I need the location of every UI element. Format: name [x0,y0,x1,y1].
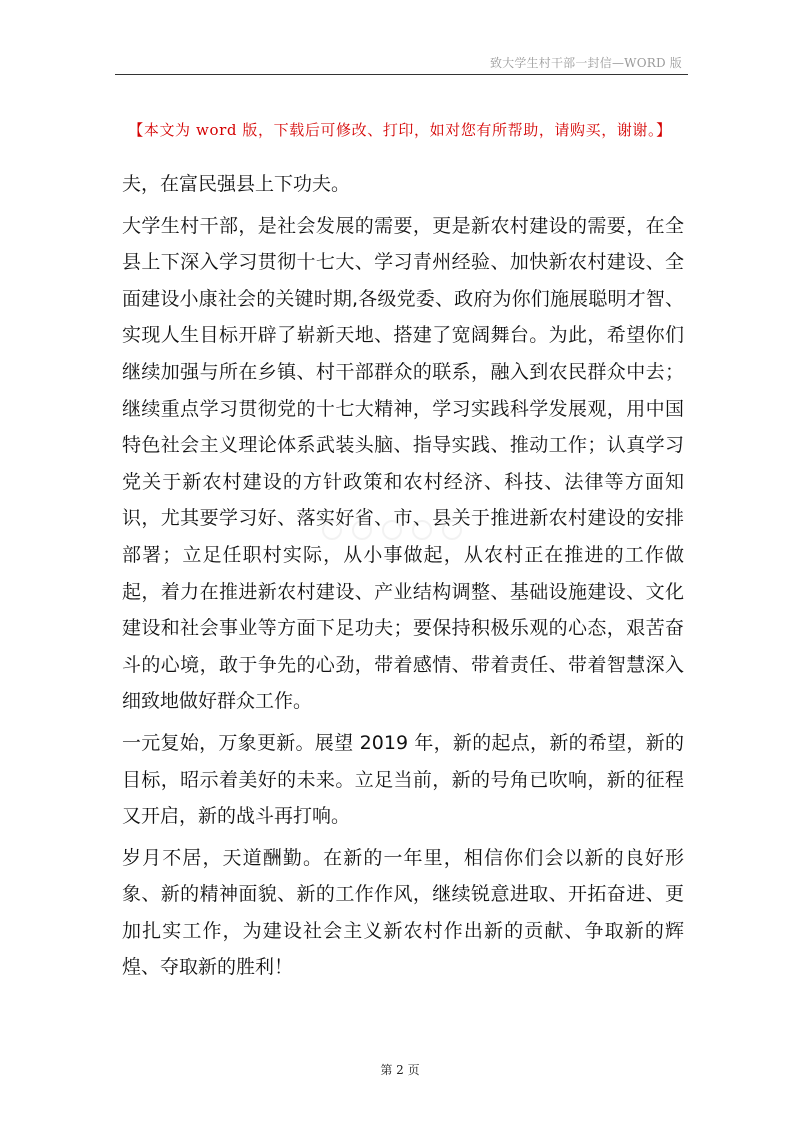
paragraph-2: 大学生村干部，是社会发展的需要，更是新农村建设的需要，在全县上下深入学习贯彻十七大、学习青州经验、加快新农村建设、全面建设小康社会的关键时期,各级党委、政府为你们施展聪明才智、实现人生目标开辟了崭新天地、搭建了宽阔舞台。为此，希望你们继续加强与所在乡镇、村干部群众的联系，融入到农民群众中去；继续重点学习贯彻党的十七大精神，学习实践科学发展观，用中国特色社会主义理论体系武装头脑、指导实践、推动工作；认真学习党关于新农村建设的方针政策和农村经济、科技、法律等方面知识，尤其要学习好、落实好省、市、县关于推进新农村建设的安排部署；立足任职村实际，从小事做起，从农村正在推进的工作做起，着力在推进新农村建设、产业结构调整、基础设施建设、文化建设和社会事业等方面下足功夫；要保持积极乐观的心态，艰苦奋斗的心境，敢于争先的心劲，带着感情、带着责任、带着智慧深入细致地做好群众工作。 [122,214,684,713]
page-number: 第 2 页 [380,1063,420,1077]
header-divider [115,74,688,75]
page-header-title: 致大学生村干部一封信—WORD 版 [489,56,682,70]
paragraph-3: 一元复始，万象更新。展望 2019 年，新的起点，新的希望，新的目标，昭示着美好的未来。立足当前，新的号角已吹响，新的征程又开启，新的战斗再打响。 [122,731,684,828]
paragraph-1: 夫，在富民强县上下功夫。 [122,173,351,195]
download-notice: 【本文为 word 版，下载后可修改、打印，如对您有所帮助，请购买，谢谢。】 [128,121,672,139]
paragraph-4: 岁月不居，天道酬勤。在新的一年里，相信你们会以新的良好形象、新的精神面貌、新的工作作风，继续锐意进取、开拓奋进、更加扎实工作，为建设社会主义新农村作出新的贡献、争取新的辉煌、夺取新的胜利！ [122,846,684,979]
document-body [122,166,684,991]
